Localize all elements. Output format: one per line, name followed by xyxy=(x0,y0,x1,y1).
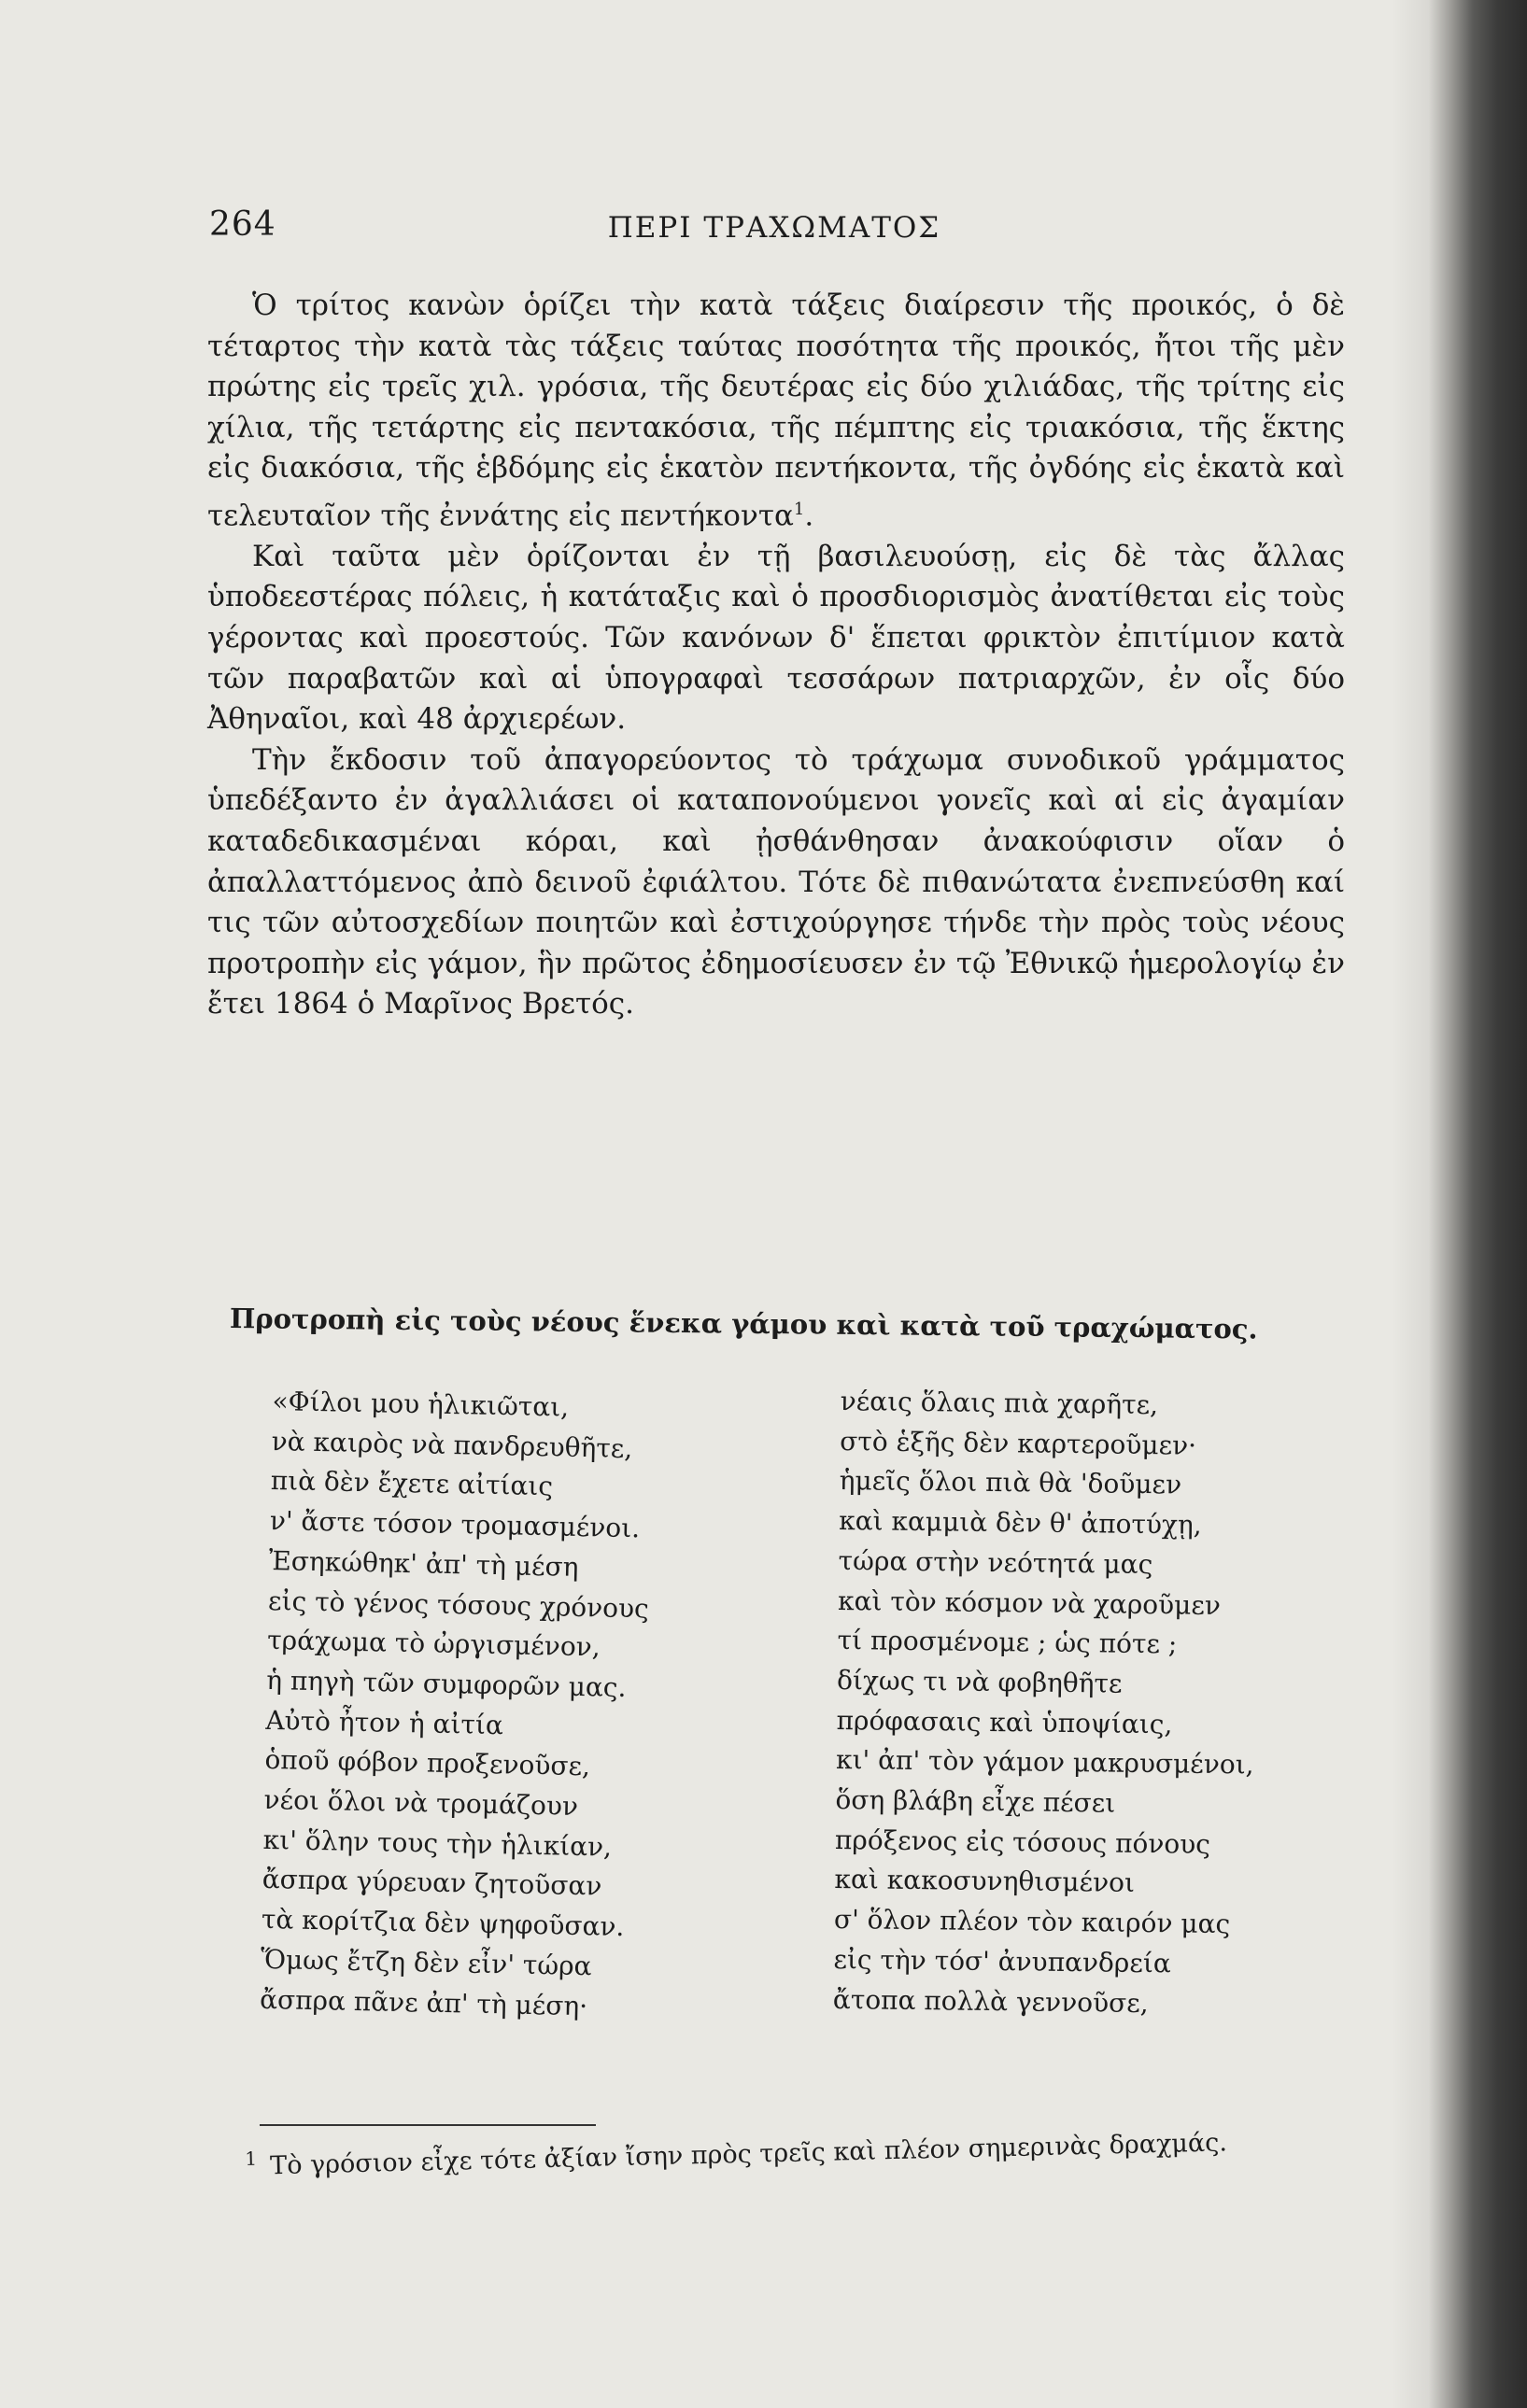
page-header xyxy=(209,205,1339,261)
verse-line: «Φίλοι μου ἡλικιῶται, xyxy=(272,1385,570,1423)
verse-line: Ὅμως ἔτζη δὲν εἶν' τώρα xyxy=(260,1943,592,1982)
verse-line: τράχωμα τὸ ὠργισμένον, xyxy=(266,1625,601,1663)
verse-line: ἡμεῖς ὅλοι πιὰ θὰ 'δοῦμεν xyxy=(839,1465,1182,1500)
running-title: ΠΕΡΙ ΤΡΑΧΩΜΑΤΟΣ xyxy=(607,211,941,245)
page-number: 264 xyxy=(209,205,276,244)
verse-line: κι' ὅλην τους τὴν ἡλικίαν, xyxy=(262,1824,613,1863)
verse-line: Αὐτὸ ἦτον ἡ αἰτία xyxy=(265,1704,504,1740)
verse-line: καὶ τὸν κόσμον νὰ χαροῦμεν xyxy=(837,1584,1222,1621)
paragraph: Καὶ ταῦτα μὲν ὁρίζονται ἐν τῇ βασιλευούσῃ, εἰς δὲ τὰς ἄλλας ὑποδεεστέρας πόλεις, ἡ κατάταξις καὶ ὁ προσδιορισμὸς ἀνατίθεται εἰς τοὺς γέροντας καὶ προεστούς. Τῶν κανόνων δ' ἕπεται φρικτὸν ἐπιτίμιον κατὰ τῶν παραβατῶν καὶ αἱ ὑπογραφαὶ τεσσάρων πατριαρχῶν, ἐν οἷς δύο Ἀθηναῖοι, καὶ 48 ἀρχιερέων. xyxy=(207,539,1345,737)
verse-line: τώρα στὴν νεότητά μας xyxy=(838,1544,1153,1580)
verse-line: πιὰ δὲν ἔχετε αἰτίαις xyxy=(270,1465,554,1502)
poem-column-right xyxy=(833,1382,1259,2025)
paragraph: Τὴν ἔκδοσιν τοῦ ἀπαγορεύοντος τὸ τράχωμα συνοδικοῦ γράμματος ὑπεδέξαντο ἐν ἀγαλλιάσει οἱ καταπονούμενοι γονεῖς καὶ αἱ εἰς ἀγαμίαν καταδεδικασμέναι κόραι, καὶ ᾐσθάνθησαν ἀνακούφισιν οἵαν ὁ ἀπαλλαττόμενος ἀπὸ δεινοῦ ἐφιάλτου. Τότε δὲ πιθανώτατα ἐνεπνεύσθη καί τις τῶν αὐτοσχεδίων ποιητῶν καὶ ἐστιχούργησε τήνδε τὴν πρὸς τοὺς νέους προτροπὴν εἰς γάμον, ἣν πρῶτος ἐδημοσίευσεν ἐν τῷ Ἐθνικῷ ἡμερολογίῳ ἐν ἔτει 1864 ὁ Μαρῖνος Βρετός. xyxy=(207,742,1345,1021)
verse-line: εἰς τὴν τόσ' ἀνυπανδρεία xyxy=(833,1943,1171,1979)
verse-line: νέοι ὅλοι νὰ τρομάζουν xyxy=(263,1783,579,1822)
verse-line: Ἐσηκώθηκ' ἀπ' τὴ μέση xyxy=(268,1544,579,1583)
verse-line: πρόφασαις καὶ ὑποψίαις, xyxy=(836,1704,1173,1739)
verse-line: ἄσπρα πᾶνε ἀπ' τὴ μέση· xyxy=(259,1983,588,2021)
poem-column-left xyxy=(260,1382,654,2028)
book-spine xyxy=(1429,0,1527,2408)
paragraph-text: Ὁ τρίτος κανὼν ὁρίζει τὴν κατὰ τάξεις διαίρεσιν τῆς προικός, ὁ δὲ τέταρτος τὴν κατὰ τὰς τάξεις ταύτας ποσότητα τῆς προικός, ἤτοι τῆς μὲν πρώτης εἰς τρεῖς χιλ. γρόσια, τῆς δευτέρας εἰς δύο χιλιάδας, τῆς τρίτης εἰς χίλια, τῆς τετάρτης εἰς πεντακόσια, τῆς πέμπτης εἰς τριακόσια, τῆς ἕκτης εἰς διακόσια, τῆς ἑβδόμης εἰς ἑκατὸν πεντήκοντα, τῆς ὀγδόης εἰς ἑκατὰ καὶ τελευταῖον τῆς ἐννάτης εἰς πεντήκοντα xyxy=(207,289,1345,533)
verse-line: κι' ἀπ' τὸν γάμον μακρυσμένοι, xyxy=(835,1744,1254,1781)
verse-line: ὁποῦ φόβον προξενοῦσε, xyxy=(264,1744,591,1782)
verse-line: ἡ πηγὴ τῶν συμφορῶν μας. xyxy=(265,1664,627,1703)
verse-line: ν' ἄστε τόσον τρομασμένοι. xyxy=(269,1505,641,1544)
verse-line: νὰ καιρὸς νὰ πανδρευθῆτε, xyxy=(271,1425,633,1464)
verse-line: εἰς τὸ γένος τόσους χρόνους xyxy=(267,1584,650,1625)
footnote xyxy=(245,2123,1227,2181)
verse-line: τὰ κορίτζια δὲν ψηφοῦσαν. xyxy=(261,1904,625,1943)
verse-line: πρόξενος εἰς τόσους πόνους xyxy=(834,1824,1211,1860)
footnote-divider xyxy=(260,2124,596,2126)
paragraph: Ὁ τρίτος κανὼν ὁρίζει τὴν κατὰ τάξεις διαίρεσιν τῆς προικός, ὁ δὲ τέταρτος τὴν κατὰ τὰς τάξεις ταύτας ποσότητα τῆς προικός, ἤτοι τῆς μὲν πρώτης εἰς τρεῖς χιλ. γρόσια, τῆς δευτέρας εἰς δύο χιλιάδας, τῆς τρίτης εἰς χίλια, τῆς τετάρτης εἰς πεντακόσια, τῆς πέμπτης εἰς τριακόσια, τῆς ἕκτης εἰς διακόσια, τῆς ἑβδόμης εἰς ἑκατὸν πεντήκοντα, τῆς ὀγδόης εἰς ἑκατὰ καὶ τελευταῖον τῆς ἐννάτης εἰς πεντήκοντα$^1$. xyxy=(207,289,1345,533)
verse-line: τί προσμένομε ; ὡς πότε ; xyxy=(837,1625,1178,1660)
poem-title: Προτροπὴ εἰς τοὺς νέους ἕνεκα γάμου καὶ κατὰ τοῦ τραχώματος. xyxy=(229,1303,1258,1345)
footnote-reference: 1 xyxy=(793,499,805,519)
verse-line: καὶ καμμιὰ δὲν θ' ἀποτύχῃ, xyxy=(838,1505,1202,1541)
verse-line: ἄσπρα γύρευαν ζητοῦσαν xyxy=(262,1864,602,1902)
verse-line: σ' ὅλον πλέον τὸν καιρόν μας xyxy=(833,1904,1231,1940)
verse-line: νέαις ὅλαις πιὰ χαρῆτε, xyxy=(840,1385,1159,1421)
verse-line: ὅση βλάβη εἶχε πέσει xyxy=(835,1783,1116,1819)
verse-line: ἄτοπα πολλὰ γεννοῦσε, xyxy=(832,1983,1149,2019)
spine-shadow xyxy=(1392,0,1429,2408)
verse-line: δίχως τι νὰ φοβηθῆτε xyxy=(836,1664,1123,1699)
footnote-marker: 1 xyxy=(245,2147,258,2170)
footnote-text: Τὸ γρόσιον εἶχε τότε ἀξίαν ἴσην πρὸς τρεῖς καὶ πλέον σημερινὰς δραχμάς. xyxy=(269,2128,1228,2181)
verse-line: καὶ κακοσυνηθισμένοι xyxy=(834,1864,1136,1899)
verse-line: στὸ ἑξῆς δὲν καρτεροῦμεν· xyxy=(840,1425,1197,1461)
body-text xyxy=(207,286,1345,1025)
